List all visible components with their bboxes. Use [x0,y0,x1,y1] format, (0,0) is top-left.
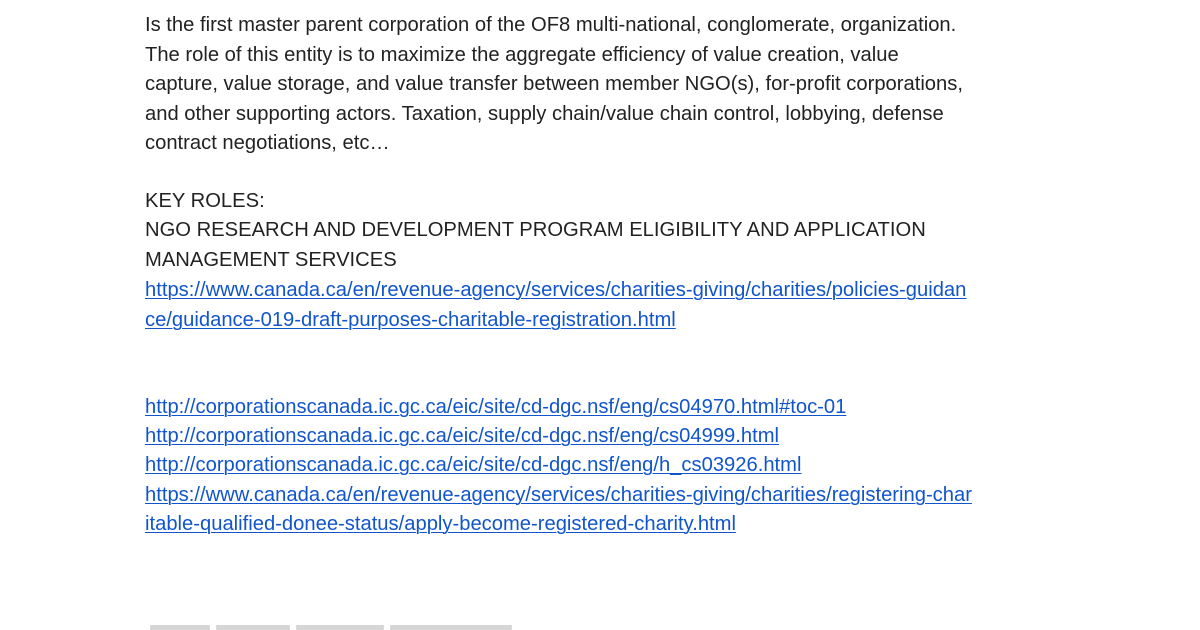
key-role-line-1: NGO RESEARCH AND DEVELOPMENT PROGRAM ELIGIBILITY AND APPLICATION [145,219,926,241]
document-page [145,0,1065,630]
corp-link-cs04970[interactable]: http://corporationscanada.ic.gc.ca/eic/site/cd-dgc.nsf/eng/cs04970.html#toc-01 [145,396,847,418]
key-roles-heading: KEY ROLES: [145,190,265,212]
intro-line-4: and other supporting actors. Taxation, supply chain/value chain control, lobbying, defense [145,103,944,125]
intro-line-2: The role of this entity is to maximize the aggregate efficiency of value creation, value [145,44,899,66]
cutoff-text-line [150,623,512,630]
guidance-link-line-1[interactable]: https://www.canada.ca/en/revenue-agency/services/charities-giving/charities/policies-guidan [145,279,967,301]
charity-link-line-2[interactable]: itable-qualified-donee-status/apply-become-registered-charity.html [145,513,736,535]
charity-link-line-1[interactable]: https://www.canada.ca/en/revenue-agency/services/charities-giving/charities/registering-char [145,484,972,506]
intro-line-5: contract negotiations, etc… [145,132,390,154]
intro-line-1: Is the first master parent corporation of the OF8 multi-national, conglomerate, organization. [145,14,957,36]
intro-line-3: capture, value storage, and value transfer between member NGO(s), for-profit corporations, [145,73,963,95]
key-role-line-2: MANAGEMENT SERVICES [145,249,397,271]
corp-link-cs04999[interactable]: http://corporationscanada.ic.gc.ca/eic/site/cd-dgc.nsf/eng/cs04999.html [145,425,780,447]
corp-link-h-cs03926[interactable]: http://corporationscanada.ic.gc.ca/eic/site/cd-dgc.nsf/eng/h_cs03926.html [145,454,802,476]
guidance-link-line-2[interactable]: ce/guidance-019-draft-purposes-charitable-registration.html [145,309,676,331]
